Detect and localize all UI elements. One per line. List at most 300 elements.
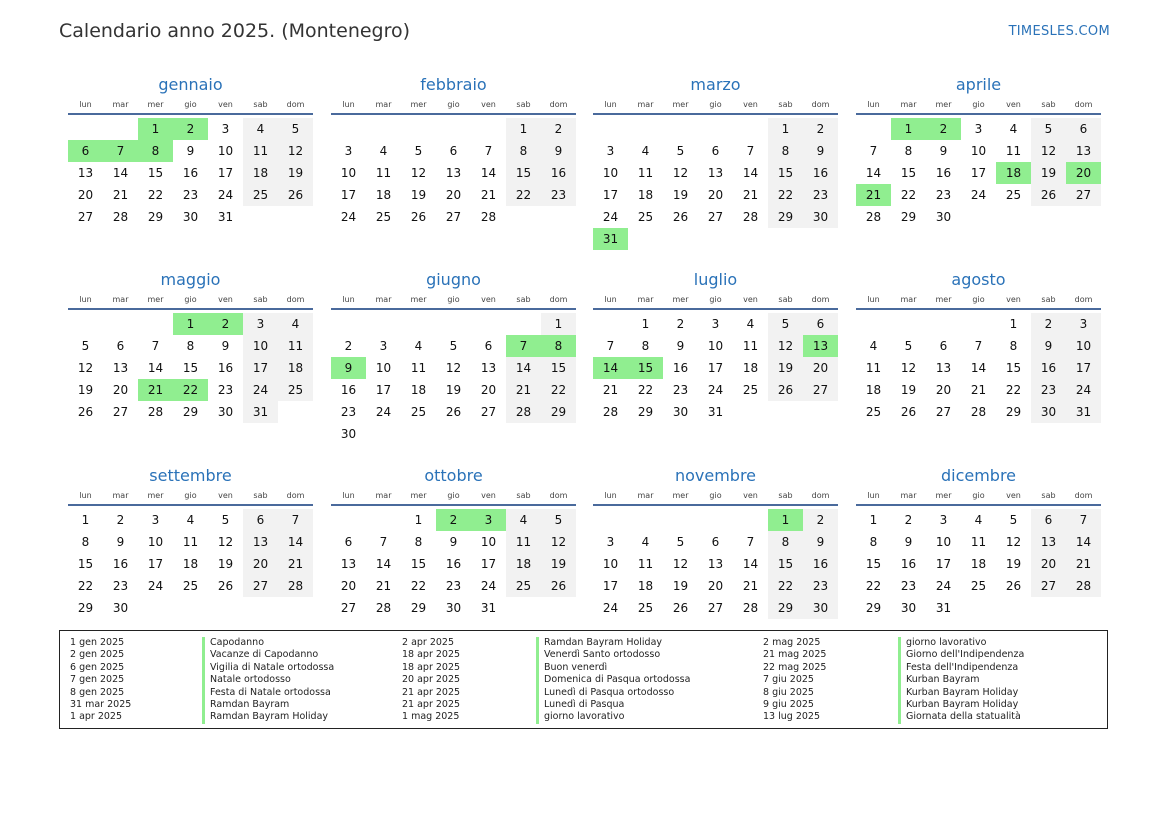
weekday-label: mar xyxy=(375,491,392,500)
day-cell: 3 xyxy=(711,317,720,331)
day-cell: 11 xyxy=(182,535,199,549)
legend-holiday-name: Ramdan Bayram Holiday xyxy=(202,711,334,723)
legend-holiday-name: Kurban Bayram Holiday xyxy=(898,699,1024,711)
day-cell: 28 xyxy=(375,601,392,615)
empty-day-cell xyxy=(768,228,803,250)
empty-day-cell xyxy=(173,597,208,619)
weekday-label: ven xyxy=(218,100,233,109)
day-cell: 6 xyxy=(484,339,493,353)
day-cell: 13 xyxy=(1031,531,1066,553)
weekday-header xyxy=(856,292,1101,310)
day-cell: 20 xyxy=(1031,553,1066,575)
day-cell: 29 xyxy=(147,210,164,224)
day-cell: 10 xyxy=(217,144,234,158)
day-cell: 30 xyxy=(217,405,234,419)
day-cell: 12 xyxy=(768,335,803,357)
day-cell: 15 xyxy=(768,162,803,184)
empty-day-cell xyxy=(1066,206,1101,228)
weekday-label: sab xyxy=(778,491,793,500)
empty-day-cell xyxy=(996,597,1031,619)
week-row xyxy=(593,509,838,531)
day-cell: 31 xyxy=(480,601,497,615)
day-cell: 2 xyxy=(904,513,913,527)
empty-day-cell xyxy=(856,313,891,335)
week-row xyxy=(331,597,576,619)
legend-date: 9 giu 2025 xyxy=(763,698,814,710)
weekday-label: ven xyxy=(1006,100,1021,109)
weekday-label: sab xyxy=(253,100,268,109)
day-cell: 27 xyxy=(935,405,952,419)
weekday-label: mar xyxy=(112,100,129,109)
day-cell: 1 xyxy=(414,513,423,527)
day-cell: 24 xyxy=(340,210,357,224)
weekday-label: ven xyxy=(218,491,233,500)
day-cell: 8 xyxy=(768,531,803,553)
day-cell: 26 xyxy=(1005,579,1022,593)
empty-day-cell xyxy=(68,118,103,140)
month-ottobre xyxy=(331,465,576,619)
day-cell: 9 xyxy=(803,140,838,162)
day-cell: 21 xyxy=(602,383,619,397)
day-cell: 27 xyxy=(243,575,278,597)
day-cell: 4 xyxy=(869,339,878,353)
day-cell: 31 xyxy=(707,405,724,419)
empty-day-cell xyxy=(436,118,471,140)
day-cell: 25 xyxy=(182,579,199,593)
weekday-label: lun xyxy=(867,295,880,304)
day-cell: 20 xyxy=(935,383,952,397)
day-cell: 26 xyxy=(77,405,94,419)
day-cell: 25 xyxy=(278,379,313,401)
legend-date: 2 apr 2025 xyxy=(402,637,455,648)
empty-day-cell xyxy=(733,509,768,531)
weekday-header xyxy=(593,97,838,115)
legend-holiday-name: Domenica di Pasqua ortodossa xyxy=(536,674,690,686)
day-cell: 16 xyxy=(182,166,199,180)
day-cell: 3 xyxy=(974,122,983,136)
empty-day-cell xyxy=(628,509,663,531)
day-cell: 25 xyxy=(865,405,882,419)
day-cell: 5 xyxy=(541,509,576,531)
weekday-label: mer xyxy=(935,491,952,500)
empty-day-cell xyxy=(541,597,576,619)
empty-day-cell xyxy=(996,206,1031,228)
holiday-day-cell: 31 xyxy=(593,228,628,250)
weekday-label: mar xyxy=(375,295,392,304)
week-row xyxy=(856,313,1101,335)
day-cell: 12 xyxy=(900,361,917,375)
day-cell: 30 xyxy=(112,601,129,615)
day-cell: 13 xyxy=(1066,140,1101,162)
month-giugno xyxy=(331,269,576,445)
empty-day-cell xyxy=(506,206,541,228)
holiday-day-cell: 20 xyxy=(1066,162,1101,184)
day-cell: 18 xyxy=(865,383,882,397)
day-cell: 12 xyxy=(445,361,462,375)
day-cell: 17 xyxy=(480,557,497,571)
weekday-label: mer xyxy=(147,100,164,109)
weekday-label: gio xyxy=(972,491,985,500)
legend-date: 21 apr 2025 xyxy=(402,686,461,698)
holiday-day-cell: 2 xyxy=(208,313,243,335)
day-cell: 1 xyxy=(541,313,576,335)
day-cell: 31 xyxy=(217,210,234,224)
empty-day-cell xyxy=(803,228,838,250)
day-cell: 19 xyxy=(541,553,576,575)
day-cell: 26 xyxy=(1031,184,1066,206)
week-row xyxy=(331,118,576,140)
day-cell: 29 xyxy=(541,401,576,423)
week-row xyxy=(593,531,838,553)
day-cell: 24 xyxy=(1066,379,1101,401)
empty-day-cell xyxy=(278,597,313,619)
week-row xyxy=(593,357,838,379)
week-row xyxy=(331,184,576,206)
month-maggio xyxy=(68,269,313,423)
week-row xyxy=(593,553,838,575)
day-cell: 4 xyxy=(186,513,195,527)
day-cell: 11 xyxy=(1005,144,1022,158)
month-name: agosto xyxy=(951,270,1006,289)
day-cell: 27 xyxy=(480,405,497,419)
empty-day-cell xyxy=(138,313,173,335)
weekday-label: mar xyxy=(637,491,654,500)
day-cell: 28 xyxy=(147,405,164,419)
day-cell: 22 xyxy=(77,579,94,593)
day-cell: 13 xyxy=(243,531,278,553)
week-row xyxy=(68,575,313,597)
day-cell: 26 xyxy=(445,405,462,419)
day-cell: 12 xyxy=(1031,140,1066,162)
holiday-day-cell: 2 xyxy=(436,509,471,531)
holiday-day-cell: 21 xyxy=(138,379,173,401)
day-cell: 5 xyxy=(414,144,423,158)
day-cell: 5 xyxy=(1009,513,1018,527)
week-row xyxy=(68,313,313,335)
day-cell: 30 xyxy=(803,597,838,619)
day-cell: 2 xyxy=(1031,313,1066,335)
day-cell: 29 xyxy=(768,597,803,619)
weekday-label: mer xyxy=(935,295,952,304)
day-cell: 17 xyxy=(147,557,164,571)
week-row xyxy=(331,206,576,228)
week-row xyxy=(68,509,313,531)
day-cell: 26 xyxy=(768,379,803,401)
weekday-label: ven xyxy=(743,491,758,500)
day-cell: 29 xyxy=(900,210,917,224)
day-cell: 28 xyxy=(602,405,619,419)
empty-day-cell xyxy=(663,228,698,250)
month-gennaio xyxy=(68,74,313,228)
month-name: marzo xyxy=(690,75,741,94)
day-cell: 28 xyxy=(112,210,129,224)
weekday-label: dom xyxy=(1074,491,1093,500)
day-cell: 10 xyxy=(602,557,619,571)
day-cell: 14 xyxy=(865,166,882,180)
empty-day-cell xyxy=(663,509,698,531)
weekday-label: gio xyxy=(972,100,985,109)
week-row xyxy=(68,206,313,228)
empty-day-cell xyxy=(593,313,628,335)
week-row xyxy=(331,575,576,597)
holiday-day-cell: 1 xyxy=(891,118,926,140)
day-cell: 11 xyxy=(970,535,987,549)
day-cell: 17 xyxy=(602,579,619,593)
day-cell: 30 xyxy=(340,427,357,441)
weekday-label: ven xyxy=(743,295,758,304)
week-row xyxy=(68,357,313,379)
day-cell: 10 xyxy=(147,535,164,549)
week-row xyxy=(593,379,838,401)
day-cell: 1 xyxy=(1009,317,1018,331)
day-cell: 24 xyxy=(147,579,164,593)
weekday-label: mer xyxy=(410,100,427,109)
weekday-label: dom xyxy=(811,100,830,109)
legend-holiday-name: Vigilia di Natale ortodossa xyxy=(202,662,334,674)
empty-day-cell xyxy=(768,401,803,423)
day-cell: 28 xyxy=(1066,575,1101,597)
day-cell: 16 xyxy=(112,557,129,571)
weekday-label: lun xyxy=(604,295,617,304)
day-cell: 8 xyxy=(641,339,650,353)
day-cell: 17 xyxy=(707,361,724,375)
day-cell: 15 xyxy=(77,557,94,571)
day-cell: 30 xyxy=(182,210,199,224)
month-name: gennaio xyxy=(158,75,223,94)
day-cell: 27 xyxy=(340,601,357,615)
day-cell: 6 xyxy=(243,509,278,531)
day-cell: 15 xyxy=(541,357,576,379)
legend-date: 18 apr 2025 xyxy=(402,661,461,673)
week-row xyxy=(331,531,576,553)
empty-day-cell xyxy=(1066,597,1101,619)
empty-day-cell xyxy=(628,118,663,140)
day-cell: 18 xyxy=(637,188,654,202)
week-row xyxy=(68,379,313,401)
day-cell: 22 xyxy=(506,184,541,206)
week-row xyxy=(593,401,838,423)
week-row xyxy=(68,553,313,575)
week-row xyxy=(856,401,1101,423)
day-cell: 20 xyxy=(112,383,129,397)
day-cell: 25 xyxy=(1005,188,1022,202)
weekday-label: gio xyxy=(447,491,460,500)
day-cell: 14 xyxy=(480,166,497,180)
day-cell: 13 xyxy=(112,361,129,375)
weekday-label: ven xyxy=(1006,491,1021,500)
day-cell: 4 xyxy=(641,144,650,158)
day-cell: 22 xyxy=(637,383,654,397)
weekday-header xyxy=(593,488,838,506)
weekday-label: sab xyxy=(778,295,793,304)
weekday-label: sab xyxy=(778,100,793,109)
brand-link[interactable]: TIMESLES.COM xyxy=(1008,24,1110,39)
week-row xyxy=(856,509,1101,531)
weekday-header xyxy=(68,97,313,115)
day-cell: 15 xyxy=(768,553,803,575)
day-cell: 25 xyxy=(637,210,654,224)
day-cell: 21 xyxy=(742,188,759,202)
weekday-label: dom xyxy=(811,491,830,500)
weekday-label: mer xyxy=(672,100,689,109)
day-cell: 11 xyxy=(637,557,654,571)
day-cell: 23 xyxy=(900,579,917,593)
day-cell: 5 xyxy=(449,339,458,353)
day-cell: 28 xyxy=(480,210,497,224)
legend-holiday-name: Ramdan Bayram Holiday xyxy=(536,637,690,649)
week-row xyxy=(856,531,1101,553)
day-cell: 9 xyxy=(186,144,195,158)
day-cell: 23 xyxy=(1031,379,1066,401)
empty-day-cell xyxy=(331,118,366,140)
empty-day-cell xyxy=(856,118,891,140)
empty-day-cell xyxy=(366,509,401,531)
empty-day-cell xyxy=(698,228,733,250)
day-cell: 8 xyxy=(1009,339,1018,353)
day-cell: 3 xyxy=(151,513,160,527)
empty-day-cell xyxy=(541,423,576,445)
day-cell: 20 xyxy=(77,188,94,202)
day-cell: 16 xyxy=(1031,357,1066,379)
empty-day-cell xyxy=(278,206,313,228)
week-row xyxy=(68,184,313,206)
day-cell: 9 xyxy=(541,140,576,162)
empty-day-cell xyxy=(593,118,628,140)
holiday-day-cell: 6 xyxy=(68,140,103,162)
legend-holiday-name: Natale ortodosso xyxy=(202,674,334,686)
weekday-label: gio xyxy=(709,100,722,109)
day-cell: 18 xyxy=(742,361,759,375)
empty-day-cell xyxy=(1031,597,1066,619)
weekday-label: mar xyxy=(112,295,129,304)
day-cell: 28 xyxy=(742,210,759,224)
day-cell: 5 xyxy=(676,535,685,549)
day-cell: 27 xyxy=(1066,184,1101,206)
day-cell: 5 xyxy=(221,513,230,527)
day-cell: 6 xyxy=(116,339,125,353)
day-cell: 20 xyxy=(803,357,838,379)
day-cell: 24 xyxy=(217,188,234,202)
weekday-label: sab xyxy=(253,491,268,500)
day-cell: 18 xyxy=(182,557,199,571)
holiday-day-cell: 14 xyxy=(593,357,628,379)
month-dicembre xyxy=(856,465,1101,619)
empty-day-cell xyxy=(628,228,663,250)
day-cell: 3 xyxy=(939,513,948,527)
day-cell: 24 xyxy=(602,210,619,224)
weekday-label: lun xyxy=(342,491,355,500)
day-cell: 31 xyxy=(243,401,278,423)
legend-holiday-name: Kurban Bayram xyxy=(898,674,1024,686)
day-cell: 3 xyxy=(606,535,615,549)
weekday-label: mar xyxy=(112,491,129,500)
day-cell: 7 xyxy=(746,535,755,549)
legend-holiday-name: Giornata della statualità xyxy=(898,711,1024,723)
empty-day-cell xyxy=(593,509,628,531)
empty-day-cell xyxy=(68,313,103,335)
day-cell: 9 xyxy=(803,531,838,553)
legend-date: 21 apr 2025 xyxy=(402,698,461,710)
weekday-label: sab xyxy=(516,295,531,304)
weekday-label: dom xyxy=(286,491,305,500)
day-cell: 4 xyxy=(1009,122,1018,136)
day-cell: 30 xyxy=(803,206,838,228)
day-cell: 22 xyxy=(768,184,803,206)
weekday-label: sab xyxy=(253,295,268,304)
day-cell: 8 xyxy=(506,140,541,162)
day-cell: 24 xyxy=(602,601,619,615)
day-cell: 22 xyxy=(1005,383,1022,397)
day-cell: 24 xyxy=(970,188,987,202)
day-cell: 20 xyxy=(243,553,278,575)
weekday-header xyxy=(856,97,1101,115)
legend-date: 31 mar 2025 xyxy=(70,698,132,710)
day-cell: 14 xyxy=(375,557,392,571)
day-cell: 4 xyxy=(379,144,388,158)
weekday-header xyxy=(331,97,576,115)
day-cell: 3 xyxy=(221,122,230,136)
day-cell: 2 xyxy=(344,339,353,353)
day-cell: 4 xyxy=(746,317,755,331)
day-cell: 15 xyxy=(182,361,199,375)
legend-date: 2 gen 2025 xyxy=(70,649,125,661)
day-cell: 14 xyxy=(147,361,164,375)
weekday-label: dom xyxy=(1074,295,1093,304)
weekday-label: gio xyxy=(184,491,197,500)
week-row xyxy=(331,379,576,401)
empty-day-cell xyxy=(243,206,278,228)
day-cell: 2 xyxy=(541,118,576,140)
day-cell: 1 xyxy=(81,513,90,527)
legend-holiday-name: Festa di Natale ortodossa xyxy=(202,687,334,699)
month-name: giugno xyxy=(426,270,481,289)
week-row xyxy=(331,423,576,445)
weekday-label: sab xyxy=(516,491,531,500)
empty-day-cell xyxy=(733,401,768,423)
day-cell: 15 xyxy=(410,557,427,571)
week-row xyxy=(856,206,1101,228)
weekday-label: mer xyxy=(935,100,952,109)
week-row xyxy=(593,162,838,184)
week-row xyxy=(331,357,576,379)
week-row xyxy=(593,228,838,250)
weekday-label: dom xyxy=(286,295,305,304)
week-row xyxy=(593,597,838,619)
day-cell: 8 xyxy=(904,144,913,158)
day-cell: 23 xyxy=(112,579,129,593)
day-cell: 23 xyxy=(445,579,462,593)
legend-date: 18 apr 2025 xyxy=(402,649,461,661)
legend-holiday-name: Kurban Bayram Holiday xyxy=(898,687,1024,699)
day-cell: 12 xyxy=(1005,535,1022,549)
day-cell: 5 xyxy=(676,144,685,158)
day-cell: 23 xyxy=(541,184,576,206)
weekday-label: lun xyxy=(604,100,617,109)
empty-day-cell xyxy=(331,313,366,335)
weekday-label: ven xyxy=(481,100,496,109)
day-cell: 7 xyxy=(606,339,615,353)
empty-day-cell xyxy=(103,313,138,335)
day-cell: 2 xyxy=(676,317,685,331)
legend-holiday-name: Festa dell'Indipendenza xyxy=(898,662,1024,674)
weekday-label: mar xyxy=(900,100,917,109)
weekday-label: mer xyxy=(672,491,689,500)
day-cell: 8 xyxy=(81,535,90,549)
day-cell: 8 xyxy=(414,535,423,549)
day-cell: 5 xyxy=(904,339,913,353)
day-cell: 17 xyxy=(375,383,392,397)
empty-day-cell xyxy=(243,597,278,619)
